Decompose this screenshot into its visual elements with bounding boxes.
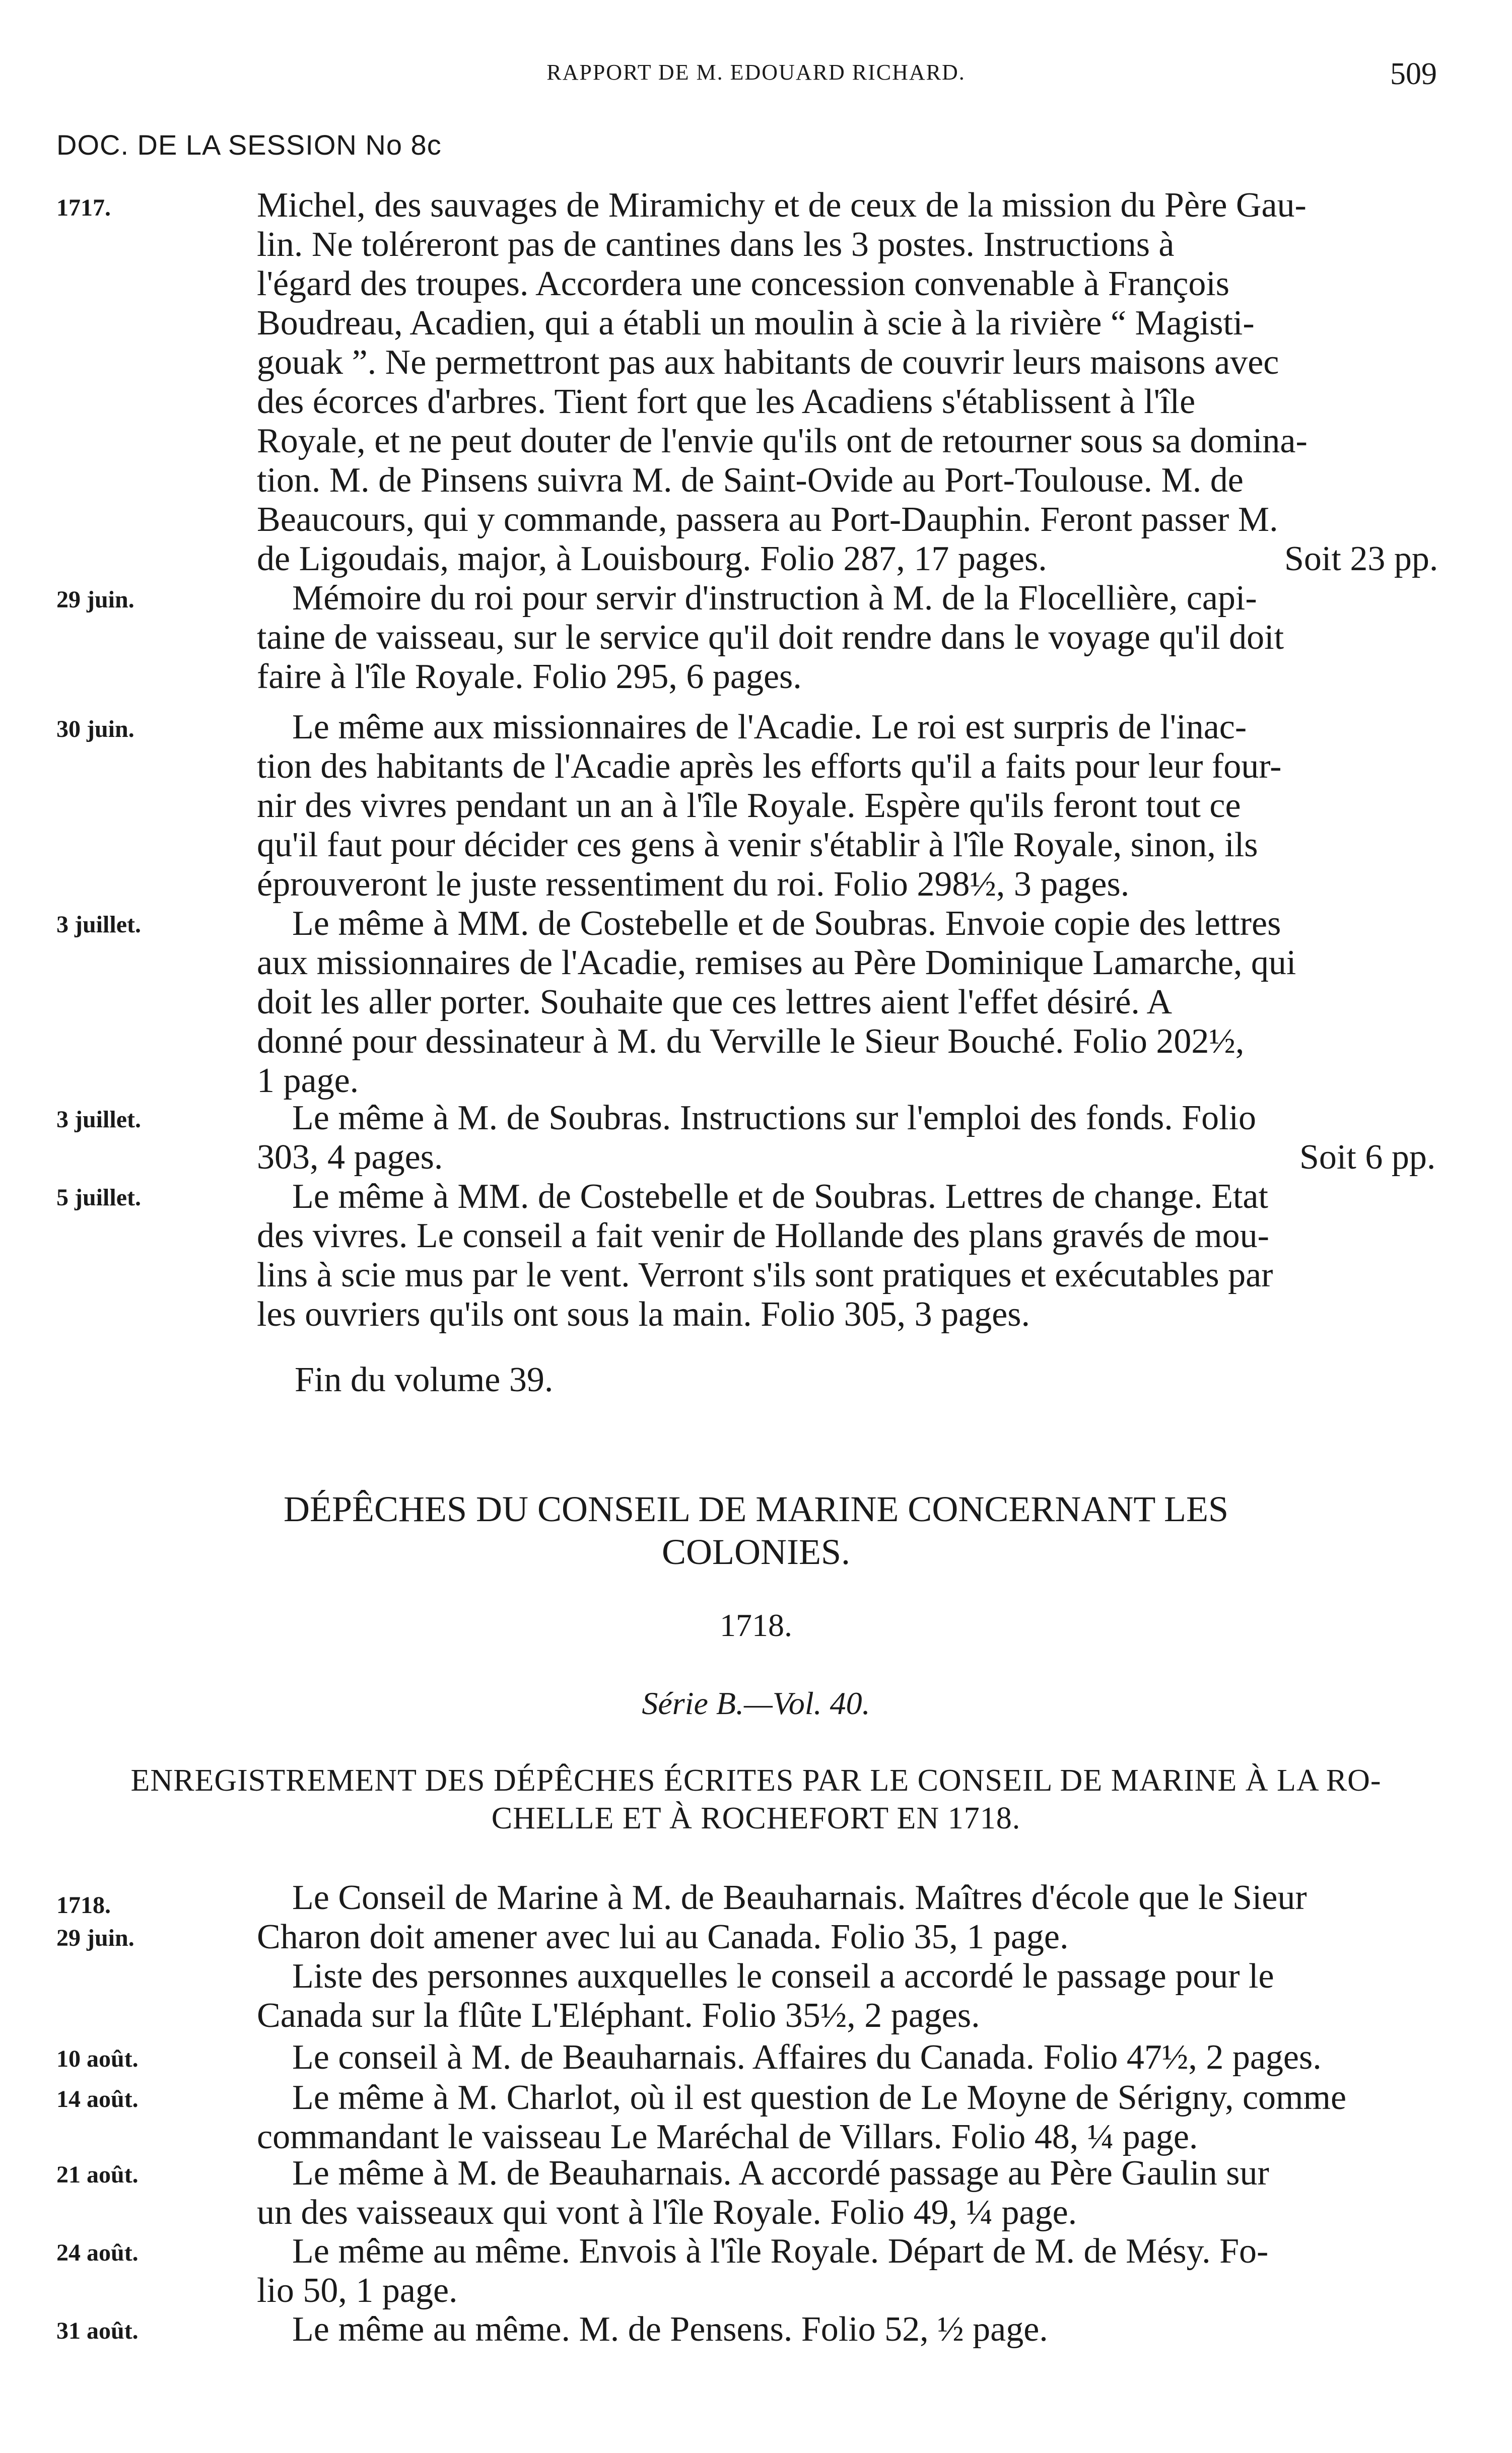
entry-5-juillet-line-2: des vivres. Le conseil a fait venir de Hollande des plans gravés de mou- xyxy=(257,1216,1269,1255)
section-year: 1718. xyxy=(720,1607,792,1643)
date-24-aout: 24 août. xyxy=(56,2239,139,2266)
entry-21-aout-line-1: Le même à M. de Beauharnais. A accordé passage au Père Gaulin sur xyxy=(292,2154,1269,2193)
entry-29-juin-line-1: Mémoire du roi pour servir d'instruction à M. de la Flocellière, capi- xyxy=(292,579,1257,618)
section-subtitle-line-1: ENREGISTREMENT DES DÉPÊCHES ÉCRITES PAR LE CONSEIL DE MARINE À LA RO- xyxy=(130,1763,1382,1798)
date-29-juin: 29 juin. xyxy=(56,586,134,613)
entry-5-juillet-line-1: Le même à MM. de Costebelle et de Soubras. Lettres de change. Etat xyxy=(292,1177,1268,1216)
running-title: RAPPORT DE M. EDOUARD RICHARD. xyxy=(546,60,966,85)
entry-1717-line-7: Royale, et ne peut douter de l'envie qu'ils ont de retourner sous sa domina- xyxy=(257,422,1308,460)
date-10-aout: 10 août. xyxy=(56,2046,139,2072)
section-subtitle-line-2: CHELLE ET À ROCHEFORT EN 1718. xyxy=(491,1801,1021,1835)
date-1717: 1717. xyxy=(56,194,111,221)
entry-30-juin-line-4: qu'il faut pour décider ces gens à venir s'établir à l'île Royale, sinon, ils xyxy=(257,826,1258,864)
date-1718: 1718. xyxy=(56,1892,111,1919)
soit-6-pp: Soit 6 pp. xyxy=(1299,1138,1436,1177)
entry-14-aout-line-2: commandant le vaisseau Le Maréchal de Villars. Folio 48, ¼ page. xyxy=(257,2118,1198,2156)
date-5-juillet: 5 juillet. xyxy=(56,1184,141,1211)
page-number: 509 xyxy=(1390,57,1437,91)
entry-24-aout-line-2: lio 50, 1 page. xyxy=(257,2271,458,2310)
entry-30-juin-line-5: éprouveront le juste ressentiment du roi. Folio 298½, 3 pages. xyxy=(257,865,1130,904)
entry-1717-line-4: Boudreau, Acadien, qui a établi un moulin à scie à la rivière “ Magisti- xyxy=(257,304,1255,343)
date-3-juillet-a: 3 juillet. xyxy=(56,911,141,938)
entry-10-aout: Le conseil à M. de Beauharnais. Affaires du Canada. Folio 47½, 2 pages. xyxy=(292,2038,1322,2077)
entry-1718-29-juin-line-2: Charon doit amener avec lui au Canada. Folio 35, 1 page. xyxy=(257,1918,1069,1956)
fin-du-volume: Fin du volume 39. xyxy=(295,1360,554,1399)
entry-21-aout-line-2: un des vaisseaux qui vont à l'île Royale. Folio 49, ¼ page. xyxy=(257,2193,1077,2232)
entry-29-juin-line-2: taine de vaisseau, sur le service qu'il doit rendre dans le voyage qu'il doit xyxy=(257,618,1284,657)
entry-1717-line-1: Michel, des sauvages de Miramichy et de ceux de la mission du Père Gau- xyxy=(257,186,1307,225)
entry-3-juillet-a-line-5: 1 page. xyxy=(257,1061,359,1100)
entry-1717-line-3: l'égard des troupes. Accordera une concession convenable à François xyxy=(257,264,1230,303)
date-21-aout: 21 août. xyxy=(56,2161,139,2188)
date-29-juin-1718: 29 juin. xyxy=(56,1925,134,1951)
entry-3-juillet-a-line-3: doit les aller porter. Souhaite que ces lettres aient l'effet désiré. A xyxy=(257,983,1173,1021)
entry-1717-line-2: lin. Ne toléreront pas de cantines dans les 3 postes. Instructions à xyxy=(257,225,1175,264)
entry-30-juin-line-2: tion des habitants de l'Acadie après les efforts qu'il a faits pour leur four- xyxy=(257,747,1282,786)
entry-1717-line-6: des écorces d'arbres. Tient fort que les Acadiens s'établissent à l'île xyxy=(257,382,1196,421)
entry-1717-line-10: de Ligoudais, major, à Louisbourg. Folio 287, 17 pages. xyxy=(257,539,1047,578)
section-title-line-1: DÉPÊCHES DU CONSEIL DE MARINE CONCERNANT LES xyxy=(283,1489,1229,1529)
entry-3-juillet-a-line-2: aux missionnaires de l'Acadie, remises au Père Dominique Lamarche, qui xyxy=(257,943,1296,982)
entry-5-juillet-line-3: lins à scie mus par le vent. Verront s'ils sont pratiques et exécutables par xyxy=(257,1256,1273,1294)
entry-1717-line-5: gouak ”. Ne permettront pas aux habitants de couvrir leurs maisons avec xyxy=(257,343,1279,382)
soit-23-pp: Soit 23 pp. xyxy=(1284,539,1438,578)
entry-5-juillet-line-4: les ouvriers qu'ils ont sous la main. Folio 305, 3 pages. xyxy=(257,1295,1030,1334)
entry-31-aout: Le même au même. M. de Pensens. Folio 52, ½ page. xyxy=(292,2310,1048,2349)
date-3-juillet-b: 3 juillet. xyxy=(56,1106,141,1133)
entry-14-aout-line-1: Le même à M. Charlot, où il est question de Le Moyne de Sérigny, comme xyxy=(292,2078,1347,2117)
entry-liste-line-2: Canada sur la flûte L'Eléphant. Folio 35½, 2 pages. xyxy=(257,1996,980,2035)
date-14-aout: 14 août. xyxy=(56,2086,139,2113)
entry-24-aout-line-1: Le même au même. Envois à l'île Royale. Départ de M. de Mésy. Fo- xyxy=(292,2232,1269,2271)
date-31-aout: 31 août. xyxy=(56,2318,139,2344)
session-label: DOC. DE LA SESSION No 8c xyxy=(56,129,442,161)
entry-1717-line-9: Beaucours, qui y commande, passera au Port-Dauphin. Feront passer M. xyxy=(257,500,1278,539)
entry-1718-29-juin-line-1: Le Conseil de Marine à M. de Beauharnais. Maîtres d'école que le Sieur xyxy=(292,1878,1307,1917)
entry-30-juin-line-3: nir des vivres pendant un an à l'île Royale. Espère qu'ils feront tout ce xyxy=(257,786,1241,825)
date-30-juin: 30 juin. xyxy=(56,716,134,742)
entry-3-juillet-a-line-1: Le même à MM. de Costebelle et de Soubras. Envoie copie des lettres xyxy=(292,904,1281,943)
entry-3-juillet-a-line-4: donné pour dessinateur à M. du Verville le Sieur Bouché. Folio 202½, xyxy=(257,1022,1245,1061)
entry-29-juin-line-3: faire à l'île Royale. Folio 295, 6 pages. xyxy=(257,657,802,696)
entry-3-juillet-b-line-1: Le même à M. de Soubras. Instructions sur l'emploi des fonds. Folio xyxy=(292,1099,1257,1137)
entry-liste-line-1: Liste des personnes auxquelles le conseil a accordé le passage pour le xyxy=(292,1957,1274,1996)
entry-1717-line-8: tion. M. de Pinsens suivra M. de Saint-Ovide au Port-Toulouse. M. de xyxy=(257,461,1244,500)
section-serie: Série B.—Vol. 40. xyxy=(642,1685,870,1721)
section-title-line-2: COLONIES. xyxy=(662,1532,850,1572)
entry-30-juin-line-1: Le même aux missionnaires de l'Acadie. Le roi est surpris de l'inac- xyxy=(292,708,1247,746)
entry-3-juillet-b-line-2: 303, 4 pages. xyxy=(257,1138,443,1177)
